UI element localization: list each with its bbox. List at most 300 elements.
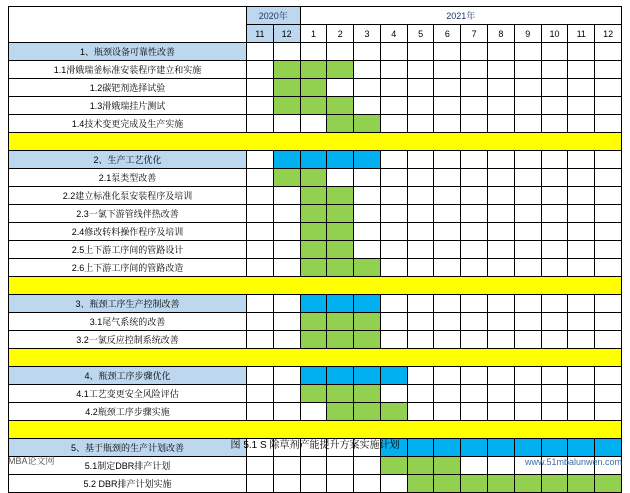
task-label: 5.1制定DBR排产计划	[9, 457, 247, 475]
gantt-empty-cell	[595, 367, 622, 385]
phase-label: 1、瓶颈设备可靠性改善	[9, 43, 247, 61]
phase-label: 5、基于瓶颈的生产计划改善	[9, 439, 247, 457]
gantt-empty-cell	[541, 43, 568, 61]
footer-url: www.51mbalunwen.com	[524, 457, 622, 467]
gantt-empty-cell	[461, 295, 488, 313]
gantt-empty-cell	[434, 169, 461, 187]
task-label: 3.2一氯反应控制系统改善	[9, 331, 247, 349]
gantt-empty-cell	[514, 295, 541, 313]
phase-label: 2、生产工艺优化	[9, 151, 247, 169]
gantt-empty-cell	[541, 403, 568, 421]
gantt-empty-cell	[488, 187, 515, 205]
task-row	[9, 313, 622, 331]
gantt-empty-cell	[247, 241, 274, 259]
gantt-bar-cell	[354, 151, 381, 169]
gantt-empty-cell	[541, 187, 568, 205]
task-label: 2.2建立标准化泵安装程序及培训	[9, 187, 247, 205]
gantt-empty-cell	[595, 151, 622, 169]
phase-row	[9, 367, 622, 385]
gantt-empty-cell	[488, 367, 515, 385]
gantt-empty-cell	[568, 205, 595, 223]
gantt-empty-cell	[407, 43, 434, 61]
gantt-bar-cell	[327, 403, 354, 421]
month-header-11-0: 11	[247, 25, 274, 43]
gantt-empty-cell	[354, 61, 381, 79]
gantt-empty-cell	[595, 115, 622, 133]
gantt-empty-cell	[568, 187, 595, 205]
gantt-empty-cell	[327, 43, 354, 61]
gantt-empty-cell	[273, 385, 300, 403]
gantt-empty-cell	[407, 367, 434, 385]
gantt-empty-cell	[247, 43, 274, 61]
gantt-empty-cell	[514, 61, 541, 79]
gantt-empty-cell	[461, 97, 488, 115]
task-row	[9, 475, 622, 493]
task-row	[9, 223, 622, 241]
gantt-empty-cell	[354, 241, 381, 259]
task-label: 3.1尾气系统的改善	[9, 313, 247, 331]
gantt-empty-cell	[327, 169, 354, 187]
gantt-empty-cell	[273, 241, 300, 259]
gantt-bar-cell	[300, 79, 327, 97]
gantt-empty-cell	[407, 205, 434, 223]
task-label: 1.2碳钯剂选择试验	[9, 79, 247, 97]
gantt-empty-cell	[514, 241, 541, 259]
month-header-3-4: 3	[354, 25, 381, 43]
gantt-bar-cell	[327, 187, 354, 205]
gantt-empty-cell	[541, 79, 568, 97]
figure-caption: 图 5.1 S 除草剂产能提升方案实施计划	[230, 440, 400, 451]
gantt-empty-cell	[541, 97, 568, 115]
gantt-bar-cell	[300, 97, 327, 115]
gantt-empty-cell	[380, 169, 407, 187]
gantt-bar-cell	[434, 475, 461, 493]
month-header-1-2: 1	[300, 25, 327, 43]
gantt-empty-cell	[434, 61, 461, 79]
month-header-10-11: 10	[541, 25, 568, 43]
gantt-empty-cell	[514, 151, 541, 169]
gantt-empty-cell	[488, 457, 515, 475]
task-row	[9, 403, 622, 421]
gantt-empty-cell	[568, 295, 595, 313]
gantt-empty-cell	[568, 43, 595, 61]
gantt-empty-cell	[488, 97, 515, 115]
gantt-empty-cell	[461, 79, 488, 97]
gantt-empty-cell	[380, 151, 407, 169]
month-header-12-1: 12	[273, 25, 300, 43]
gantt-empty-cell	[514, 187, 541, 205]
task-label: 5.2 DBR排产计划实施	[9, 475, 247, 493]
gantt-bar-cell	[327, 313, 354, 331]
month-header-9-10: 9	[514, 25, 541, 43]
gantt-empty-cell	[407, 385, 434, 403]
gantt-empty-cell	[488, 169, 515, 187]
separator-bar	[9, 349, 622, 367]
phase-row	[9, 151, 622, 169]
gantt-empty-cell	[461, 205, 488, 223]
task-row	[9, 79, 622, 97]
gantt-empty-cell	[595, 313, 622, 331]
gantt-bar-cell	[300, 223, 327, 241]
gantt-empty-cell	[273, 223, 300, 241]
month-header-2-3: 2	[327, 25, 354, 43]
task-row	[9, 205, 622, 223]
phase-separator	[9, 133, 622, 151]
gantt-empty-cell	[247, 169, 274, 187]
phase-row	[9, 295, 622, 313]
task-row	[9, 169, 622, 187]
task-row	[9, 259, 622, 277]
gantt-empty-cell	[327, 475, 354, 493]
gantt-empty-cell	[434, 151, 461, 169]
task-label: 2.1泵类型改善	[9, 169, 247, 187]
gantt-empty-cell	[568, 331, 595, 349]
gantt-empty-cell	[273, 331, 300, 349]
task-label: 2.5上下游工序间的管路设计	[9, 241, 247, 259]
gantt-bar-cell	[354, 295, 381, 313]
gantt-empty-cell	[407, 115, 434, 133]
gantt-empty-cell	[407, 241, 434, 259]
gantt-empty-cell	[380, 205, 407, 223]
gantt-empty-cell	[461, 241, 488, 259]
gantt-empty-cell	[247, 367, 274, 385]
gantt-empty-cell	[514, 205, 541, 223]
gantt-bar-cell	[327, 331, 354, 349]
gantt-bar-cell	[541, 475, 568, 493]
gantt-empty-cell	[595, 295, 622, 313]
gantt-empty-cell	[434, 385, 461, 403]
gantt-empty-cell	[514, 331, 541, 349]
gantt-empty-cell	[541, 223, 568, 241]
phase-label: 3、瓶颈工序生产控制改善	[9, 295, 247, 313]
gantt-empty-cell	[407, 187, 434, 205]
gantt-empty-cell	[434, 187, 461, 205]
gantt-bar-cell	[300, 367, 327, 385]
gantt-body	[9, 43, 622, 493]
gantt-empty-cell	[461, 457, 488, 475]
task-label: 4.2瓶颈工序步骤实施	[9, 403, 247, 421]
gantt-bar-cell	[514, 475, 541, 493]
gantt-empty-cell	[273, 295, 300, 313]
gantt-empty-cell	[380, 259, 407, 277]
task-label: 2.4修改转料操作程序及培训	[9, 223, 247, 241]
gantt-empty-cell	[380, 187, 407, 205]
gantt-bar-cell	[407, 475, 434, 493]
task-label: 1.1滑娥瑞釜标准安装程序建立和实施	[9, 61, 247, 79]
gantt-empty-cell	[461, 385, 488, 403]
gantt-empty-cell	[380, 61, 407, 79]
gantt-empty-cell	[300, 457, 327, 475]
gantt-empty-cell	[407, 223, 434, 241]
gantt-empty-cell	[273, 475, 300, 493]
separator-bar	[9, 133, 622, 151]
gantt-empty-cell	[488, 403, 515, 421]
gantt-bar-cell	[327, 151, 354, 169]
gantt-bar-cell	[300, 61, 327, 79]
gantt-empty-cell	[354, 223, 381, 241]
gantt-empty-cell	[247, 295, 274, 313]
gantt-empty-cell	[380, 385, 407, 403]
gantt-empty-cell	[568, 115, 595, 133]
gantt-empty-cell	[327, 79, 354, 97]
gantt-bar-cell	[327, 367, 354, 385]
task-row	[9, 115, 622, 133]
gantt-empty-cell	[247, 475, 274, 493]
gantt-empty-cell	[434, 313, 461, 331]
gantt-bar-cell	[327, 223, 354, 241]
gantt-empty-cell	[461, 313, 488, 331]
year-2020-header: 2020年	[247, 7, 301, 25]
gantt-table	[8, 6, 622, 493]
gantt-empty-cell	[488, 313, 515, 331]
gantt-empty-cell	[354, 97, 381, 115]
gantt-empty-cell	[514, 115, 541, 133]
gantt-empty-cell	[434, 259, 461, 277]
gantt-bar-cell	[327, 241, 354, 259]
task-row	[9, 331, 622, 349]
gantt-empty-cell	[541, 169, 568, 187]
gantt-empty-cell	[595, 385, 622, 403]
month-header-11-12: 11	[568, 25, 595, 43]
gantt-empty-cell	[595, 241, 622, 259]
gantt-empty-cell	[488, 385, 515, 403]
gantt-empty-cell	[461, 259, 488, 277]
phase-separator	[9, 349, 622, 367]
gantt-bar-cell	[273, 61, 300, 79]
gantt-empty-cell	[461, 61, 488, 79]
gantt-empty-cell	[541, 205, 568, 223]
gantt-empty-cell	[434, 97, 461, 115]
gantt-empty-cell	[568, 367, 595, 385]
gantt-empty-cell	[434, 43, 461, 61]
gantt-empty-cell	[273, 205, 300, 223]
gantt-bar-cell	[568, 475, 595, 493]
gantt-empty-cell	[247, 385, 274, 403]
gantt-empty-cell	[568, 61, 595, 79]
gantt-empty-cell	[461, 115, 488, 133]
gantt-empty-cell	[434, 205, 461, 223]
gantt-empty-cell	[380, 295, 407, 313]
gantt-empty-cell	[247, 223, 274, 241]
gantt-empty-cell	[541, 313, 568, 331]
gantt-empty-cell	[407, 169, 434, 187]
gantt-bar-cell	[273, 97, 300, 115]
gantt-empty-cell	[300, 43, 327, 61]
gantt-empty-cell	[568, 97, 595, 115]
gantt-empty-cell	[300, 403, 327, 421]
gantt-empty-cell	[595, 259, 622, 277]
gantt-bar-cell	[300, 205, 327, 223]
gantt-empty-cell	[247, 331, 274, 349]
gantt-empty-cell	[541, 115, 568, 133]
gantt-empty-cell	[380, 79, 407, 97]
gantt-bar-cell	[461, 475, 488, 493]
task-label: 2.6上下游工序间的管路改造	[9, 259, 247, 277]
gantt-empty-cell	[247, 61, 274, 79]
gantt-bar-cell	[380, 367, 407, 385]
gantt-bar-cell	[300, 241, 327, 259]
gantt-bar-cell	[327, 205, 354, 223]
gantt-empty-cell	[380, 97, 407, 115]
gantt-empty-cell	[595, 97, 622, 115]
gantt-empty-cell	[247, 313, 274, 331]
gantt-bar-cell	[327, 115, 354, 133]
month-header-7-8: 7	[461, 25, 488, 43]
gantt-chart-page	[0, 6, 630, 489]
gantt-empty-cell	[488, 331, 515, 349]
gantt-empty-cell	[247, 259, 274, 277]
gantt-empty-cell	[461, 151, 488, 169]
gantt-empty-cell	[434, 115, 461, 133]
gantt-bar-cell	[354, 313, 381, 331]
gantt-empty-cell	[514, 313, 541, 331]
gantt-bar-cell	[407, 457, 434, 475]
gantt-empty-cell	[541, 295, 568, 313]
gantt-empty-cell	[247, 97, 274, 115]
gantt-bar-cell	[354, 115, 381, 133]
gantt-empty-cell	[327, 457, 354, 475]
gantt-empty-cell	[595, 331, 622, 349]
gantt-empty-cell	[541, 385, 568, 403]
task-row	[9, 241, 622, 259]
gantt-bar-cell	[327, 259, 354, 277]
gantt-empty-cell	[380, 313, 407, 331]
task-label: 4.1工艺变更安全风险评估	[9, 385, 247, 403]
gantt-bar-cell	[327, 97, 354, 115]
gantt-empty-cell	[568, 151, 595, 169]
gantt-empty-cell	[247, 205, 274, 223]
gantt-empty-cell	[488, 205, 515, 223]
gantt-bar-cell	[300, 259, 327, 277]
gantt-empty-cell	[434, 331, 461, 349]
gantt-empty-cell	[595, 403, 622, 421]
gantt-empty-cell	[273, 187, 300, 205]
gantt-bar-cell	[380, 457, 407, 475]
gantt-bar-cell	[327, 385, 354, 403]
gantt-bar-cell	[354, 331, 381, 349]
gantt-empty-cell	[595, 187, 622, 205]
gantt-empty-cell	[354, 79, 381, 97]
gantt-empty-cell	[273, 313, 300, 331]
gantt-empty-cell	[247, 457, 274, 475]
gantt-bar-cell	[354, 385, 381, 403]
gantt-empty-cell	[380, 115, 407, 133]
gantt-empty-cell	[434, 367, 461, 385]
gantt-empty-cell	[568, 259, 595, 277]
gantt-empty-cell	[488, 223, 515, 241]
task-row	[9, 385, 622, 403]
gantt-bar-cell	[273, 169, 300, 187]
gantt-empty-cell	[514, 385, 541, 403]
task-row	[9, 61, 622, 79]
footer-brand: MBA论文网	[8, 456, 55, 466]
gantt-empty-cell	[407, 403, 434, 421]
gantt-empty-cell	[568, 223, 595, 241]
gantt-empty-cell	[247, 151, 274, 169]
gantt-empty-cell	[354, 475, 381, 493]
phase-label: 4、瓶颈工序步骤优化	[9, 367, 247, 385]
gantt-empty-cell	[461, 43, 488, 61]
gantt-empty-cell	[273, 115, 300, 133]
gantt-empty-cell	[407, 151, 434, 169]
gantt-bar-cell	[434, 457, 461, 475]
gantt-empty-cell	[434, 241, 461, 259]
gantt-empty-cell	[461, 223, 488, 241]
gantt-empty-cell	[461, 169, 488, 187]
gantt-empty-cell	[407, 79, 434, 97]
gantt-empty-cell	[488, 295, 515, 313]
gantt-empty-cell	[407, 331, 434, 349]
gantt-empty-cell	[407, 97, 434, 115]
gantt-bar-cell	[354, 367, 381, 385]
gantt-bar-cell	[327, 295, 354, 313]
gantt-bar-cell	[488, 475, 515, 493]
task-label: 2.3一氯下游管线伴热改善	[9, 205, 247, 223]
gantt-empty-cell	[407, 295, 434, 313]
task-row	[9, 97, 622, 115]
gantt-bar-cell	[354, 259, 381, 277]
month-header-6-7: 6	[434, 25, 461, 43]
gantt-empty-cell	[488, 115, 515, 133]
gantt-empty-cell	[488, 79, 515, 97]
task-column-header	[9, 7, 247, 43]
gantt-empty-cell	[273, 403, 300, 421]
gantt-empty-cell	[300, 475, 327, 493]
gantt-bar-cell	[300, 187, 327, 205]
task-label: 1.3滑娥瑞挂片测试	[9, 97, 247, 115]
gantt-empty-cell	[514, 79, 541, 97]
gantt-empty-cell	[595, 205, 622, 223]
gantt-bar-cell	[273, 79, 300, 97]
task-row	[9, 187, 622, 205]
gantt-empty-cell	[514, 223, 541, 241]
gantt-empty-cell	[354, 187, 381, 205]
gantt-bar-cell	[273, 151, 300, 169]
gantt-empty-cell	[595, 169, 622, 187]
gantt-empty-cell	[273, 43, 300, 61]
gantt-empty-cell	[568, 169, 595, 187]
gantt-empty-cell	[541, 151, 568, 169]
gantt-empty-cell	[488, 241, 515, 259]
gantt-empty-cell	[380, 475, 407, 493]
gantt-empty-cell	[247, 115, 274, 133]
gantt-empty-cell	[488, 43, 515, 61]
gantt-empty-cell	[568, 385, 595, 403]
month-header-8-9: 8	[488, 25, 515, 43]
gantt-empty-cell	[514, 403, 541, 421]
gantt-empty-cell	[514, 97, 541, 115]
gantt-bar-cell	[354, 403, 381, 421]
gantt-empty-cell	[407, 61, 434, 79]
month-header-12-13: 12	[595, 25, 622, 43]
gantt-empty-cell	[434, 295, 461, 313]
gantt-empty-cell	[380, 223, 407, 241]
month-header-5-6: 5	[407, 25, 434, 43]
gantt-empty-cell	[354, 457, 381, 475]
year-2021-header: 2021年	[300, 7, 621, 25]
gantt-empty-cell	[595, 79, 622, 97]
gantt-head	[9, 7, 622, 43]
gantt-empty-cell	[354, 43, 381, 61]
gantt-bar-cell	[300, 151, 327, 169]
gantt-empty-cell	[354, 169, 381, 187]
gantt-empty-cell	[514, 169, 541, 187]
task-label: 1.4技术变更完成及生产实施	[9, 115, 247, 133]
gantt-empty-cell	[273, 259, 300, 277]
gantt-empty-cell	[541, 331, 568, 349]
gantt-empty-cell	[488, 259, 515, 277]
gantt-empty-cell	[568, 403, 595, 421]
